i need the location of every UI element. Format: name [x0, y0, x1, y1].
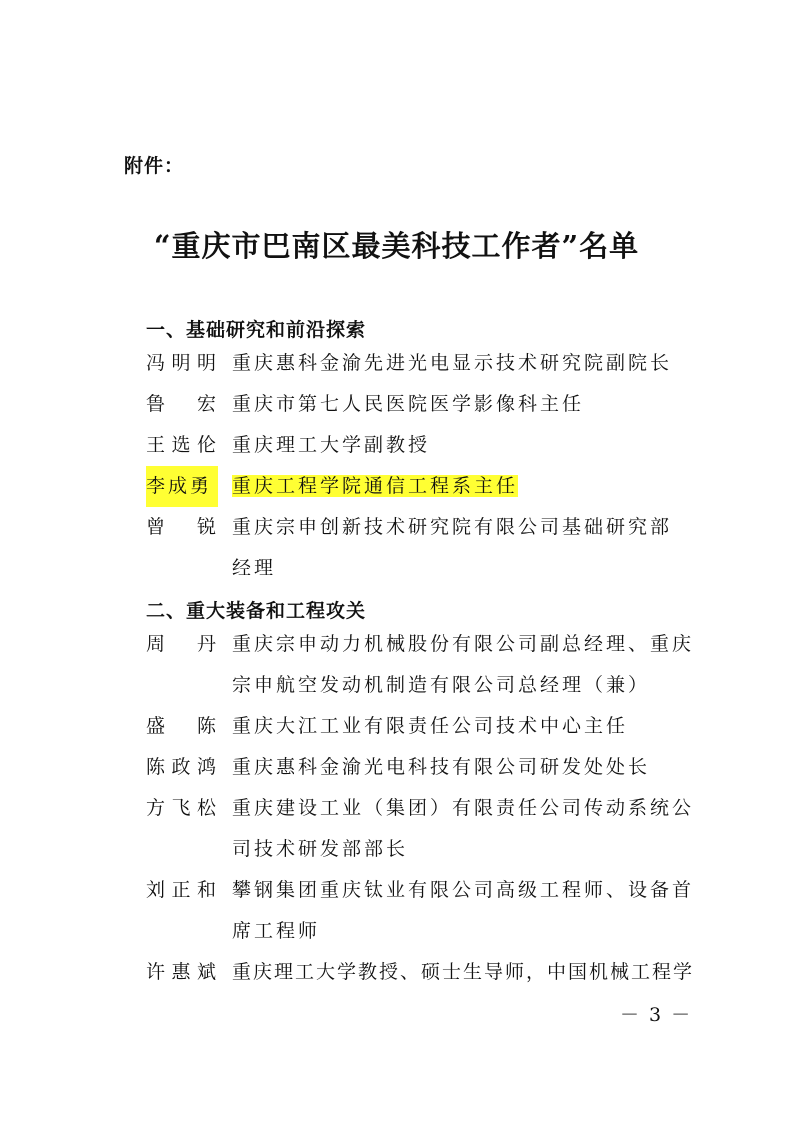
list-item	[146, 747, 706, 788]
document-title: “重庆市巴南区最美科技工作者”名单	[153, 229, 640, 263]
person-title: 重庆建设工业（集团）有限责任公司传动系统公司技术研发部部长	[232, 797, 695, 860]
list-item-highlighted	[146, 466, 706, 507]
person-name: 冯明明	[146, 352, 216, 374]
person-name: 曾 锐	[146, 516, 216, 538]
person-name: 刘正和	[146, 879, 216, 901]
person-title: 重庆惠科金渝光电科技有限公司研发处处长	[232, 756, 651, 778]
person-title: 重庆理工大学教授、硕士生导师，中国机械工程学	[232, 961, 695, 983]
list-item	[146, 425, 706, 466]
person-title: 攀钢集团重庆钛业有限公司高级工程师、设备首席工程师	[232, 879, 695, 942]
person-title: 重庆工程学院通信工程系主任	[232, 475, 519, 497]
person-title: 重庆惠科金渝先进光电显示技术研究院副院长	[232, 352, 673, 374]
person-title: 重庆宗申动力机械股份有限公司副总经理、重庆宗申航空发动机制造有限公司总经理（兼）	[232, 633, 695, 696]
list-item	[146, 870, 706, 952]
person-title: 重庆大江工业有限责任公司技术中心主任	[232, 715, 629, 737]
list-item	[146, 624, 706, 706]
section-heading-2: 二、重大装备和工程攻关	[146, 600, 367, 622]
list-item	[146, 788, 706, 870]
person-title: 重庆市第七人民医院医学影像科主任	[232, 393, 585, 415]
list-item	[146, 952, 706, 993]
person-name: 方飞松	[146, 797, 216, 819]
list-item	[146, 384, 706, 425]
person-title: 重庆理工大学副教授	[232, 434, 431, 456]
list-item	[146, 343, 706, 384]
list-item	[146, 507, 706, 589]
person-name: 李成勇	[146, 466, 218, 507]
person-name: 盛 陈	[146, 715, 216, 737]
attachment-label: 附件：	[124, 155, 185, 177]
person-name: 王选伦	[146, 434, 216, 456]
person-title: 重庆宗申创新技术研究院有限公司基础研究部经理	[232, 516, 673, 579]
section-heading-1: 一、基础研究和前沿探索	[146, 319, 367, 341]
person-name: 陈政鸿	[146, 756, 216, 778]
list-item	[146, 706, 706, 747]
person-name: 许惠斌	[146, 961, 216, 983]
page-number: － 3 －	[620, 1004, 693, 1026]
person-name: 鲁 宏	[146, 393, 216, 415]
person-name: 周 丹	[146, 633, 216, 655]
